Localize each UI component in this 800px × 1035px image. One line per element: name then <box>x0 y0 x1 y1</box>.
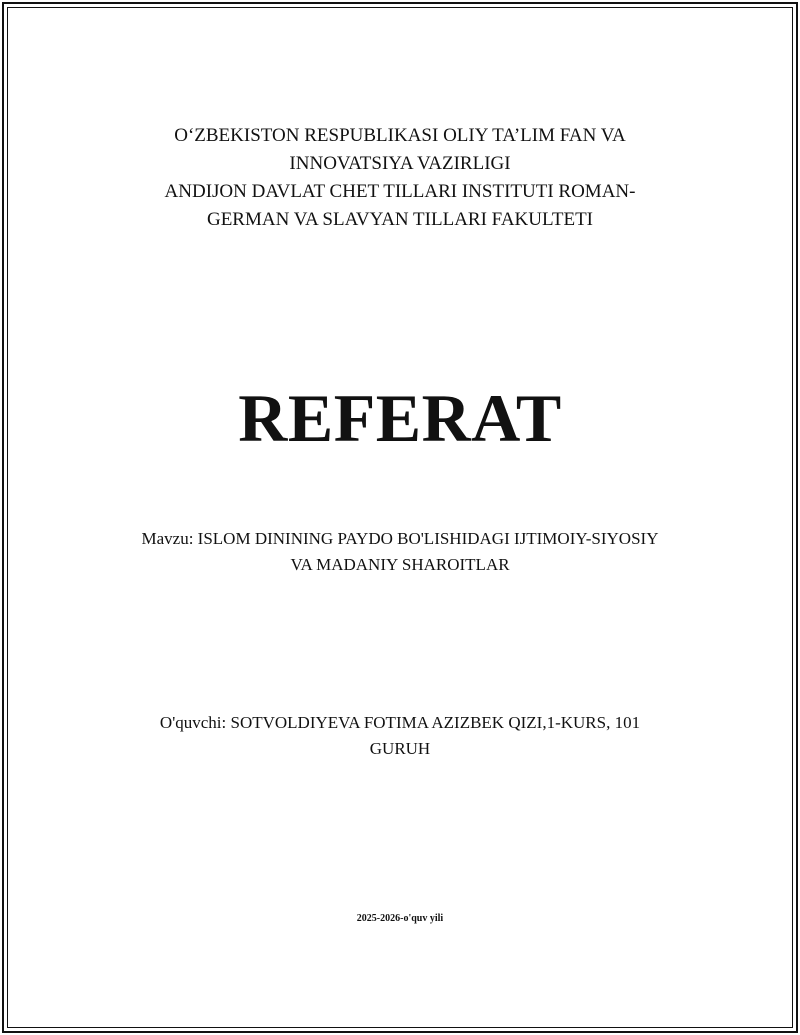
header-line: O‘ZBEKISTON RESPUBLIKASI OLIY TA’LIM FAN VA <box>174 125 626 146</box>
topic-section <box>100 526 700 578</box>
header-line: INNOVATSIYA VAZIRLIGI <box>289 153 511 174</box>
header-line: GERMAN VA SLAVYAN TILLARI FAKULTETI <box>206 209 593 230</box>
student-section <box>100 710 700 762</box>
document-title: REFERAT <box>238 380 562 456</box>
student-line: O'quvchi: SOTVOLDIYEVA FOTIMA AZIZBEK QIZI,1-KURS, 101 <box>159 713 641 732</box>
student-line: GURUH <box>369 739 431 758</box>
topic-line: Mavzu: ISLOM DININING PAYDO BO'LISHIDAGI IJTIMOIY-SIYOSIY <box>141 529 659 548</box>
header-line: ANDIJON DAVLAT CHET TILLARI INSTITUTI ROMAN- <box>164 181 636 202</box>
institution-header <box>100 122 700 234</box>
topic-line: VA MADANIY SHAROITLAR <box>290 555 510 574</box>
academic-year: 2025-2026-o'quv yili <box>356 913 444 924</box>
